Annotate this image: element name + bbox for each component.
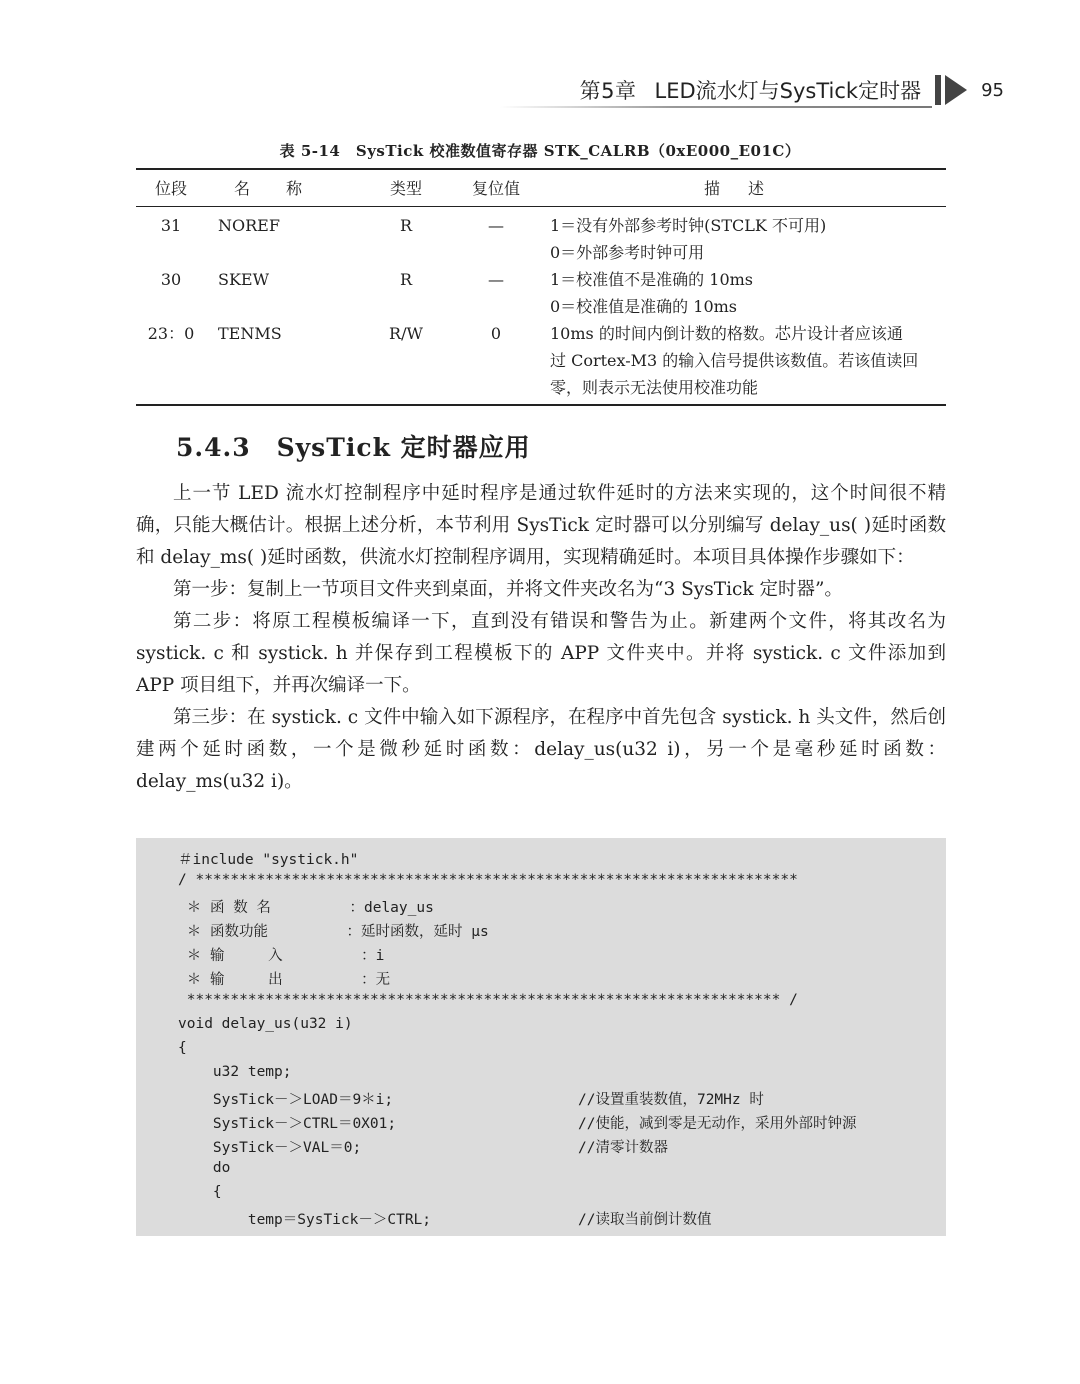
- code-line: / *********************************************************************: [178, 872, 798, 888]
- cell-type: R: [399, 270, 413, 289]
- register-table: [136, 168, 946, 406]
- code-comment: //使能，减到零是无动作，采用外部时钟源: [578, 1116, 857, 1132]
- paragraph: 第二步：将原工程模板编译一下，直到没有错误和警告为止。新建两个文件，将其改名为 systick. c 和 systick. h 并保存到工程模板下的 APP 文件夹中。并将 systick. c 文件添加到 APP 项目组下，并再次编译一下。: [136, 611, 946, 696]
- desc-line: 零，则表示无法使用校准功能: [550, 378, 759, 397]
- cell-type: R/W: [389, 324, 423, 343]
- cell-reset: —: [488, 216, 504, 235]
- desc-line: 过 Cortex-M3 的输入信号提供该数值。若该值读回: [550, 351, 919, 370]
- code-comment: //清零计数器: [578, 1140, 668, 1156]
- code-listing: [136, 838, 946, 1236]
- code-line: {: [178, 1184, 222, 1200]
- header-type: 类型: [389, 178, 422, 198]
- header-desc: 描述: [703, 178, 792, 198]
- header-bit: 位段: [154, 178, 187, 198]
- code-line: ＊ 输 入 ：i: [178, 948, 385, 964]
- code-line: ＊ 函数功能 ：延时函数，延时 μs: [178, 924, 489, 940]
- code-line: ＃include "systick.h": [178, 852, 359, 868]
- code-line: SysTick－＞VAL＝0;: [178, 1140, 362, 1156]
- table-bottom-rule: [136, 404, 946, 406]
- cell-reset: 0: [490, 324, 502, 343]
- desc-line: 1＝校准值不是准确的 10ms: [550, 270, 754, 289]
- header-reset: 复位值: [471, 178, 520, 198]
- cell-desc: [546, 212, 946, 266]
- code-comment: //读取当前倒计数值: [578, 1212, 712, 1228]
- header-name: 名称: [233, 178, 338, 198]
- page-number: 95: [981, 79, 1004, 101]
- desc-line: 0＝外部参考时钟可用: [550, 243, 705, 262]
- code-line: SysTick－＞CTRL＝0X01;: [178, 1116, 397, 1132]
- table-body: [136, 207, 946, 404]
- cell-type: R: [399, 216, 413, 235]
- code-line: SysTick－＞LOAD＝9＊i;: [178, 1092, 394, 1108]
- paragraph: 第一步：复制上一节项目文件夹到桌面，并将文件夹改名为“3 SysTick 定时器”。: [173, 579, 843, 600]
- chapter-label: 第5章: [579, 79, 637, 103]
- chapter-title: LED流水灯与SysTick定时器: [654, 79, 922, 103]
- table-header-row: [136, 170, 946, 206]
- table-row: [136, 266, 946, 320]
- cell-reset: —: [488, 270, 504, 289]
- section-heading: 5.4.3 SysTick 定时器应用: [176, 433, 531, 462]
- code-line: ＊ 输 出 ：无: [178, 972, 391, 988]
- table-row: [136, 212, 946, 266]
- table-row: [136, 320, 946, 401]
- code-line: temp＝SysTick－＞CTRL;: [178, 1212, 432, 1228]
- running-header: [580, 72, 1004, 108]
- header-bar-icon: [935, 75, 941, 105]
- code-line: ＊ 函 数 名 ：delay_us: [178, 900, 434, 916]
- code-line: ******************************************************************** /: [178, 992, 798, 1008]
- code-line: u32 temp;: [178, 1064, 292, 1080]
- desc-line: 1＝没有外部参考时钟(STCLK 不可用): [550, 216, 827, 235]
- cell-bit: 30: [160, 270, 182, 289]
- header-rule: [500, 106, 932, 108]
- cell-name: NOREF: [218, 216, 280, 235]
- code-line: void delay_us(u32 i): [178, 1016, 353, 1032]
- table-caption: 表 5-14 SysTick 校准数值寄存器 STK_CALRB（0xE000_E01C）: [279, 142, 801, 160]
- cell-name: SKEW: [218, 270, 270, 289]
- cell-bit: 23：0: [147, 324, 195, 343]
- desc-line: 10ms 的时间内倒计数的格数。芯片设计者应该通: [550, 324, 903, 343]
- code-line: do: [178, 1160, 231, 1176]
- paragraph: 上一节 LED 流水灯控制程序中延时程序是通过软件延时的方法来实现的，这个时间很不精确，只能大概估计。根据上述分析，本节利用 SysTick 定时器可以分别编写 delay_us( )延时函数和 delay_ms( )延时函数，供流水灯控制程序调用，实现精确延时。本项目具体操作步骤如下：: [136, 483, 946, 568]
- code-comment: //设置重装数值，72MHz 时: [578, 1092, 764, 1108]
- desc-line: 0＝校准值是准确的 10ms: [550, 297, 738, 316]
- code-line: {: [178, 1040, 187, 1056]
- play-triangle-icon: [945, 75, 967, 105]
- cell-desc: [546, 320, 946, 401]
- cell-desc: [546, 266, 946, 320]
- paragraph: 第三步：在 systick. c 文件中输入如下源程序，在程序中首先包含 systick. h 头文件，然后创建两个延时函数，一个是微秒延时函数：delay_us(u32 i)，另一个是毫秒延时函数：delay_ms(u32 i)。: [136, 707, 946, 792]
- cell-name: TENMS: [218, 324, 282, 343]
- cell-bit: 31: [160, 216, 182, 235]
- body-text: [136, 478, 946, 798]
